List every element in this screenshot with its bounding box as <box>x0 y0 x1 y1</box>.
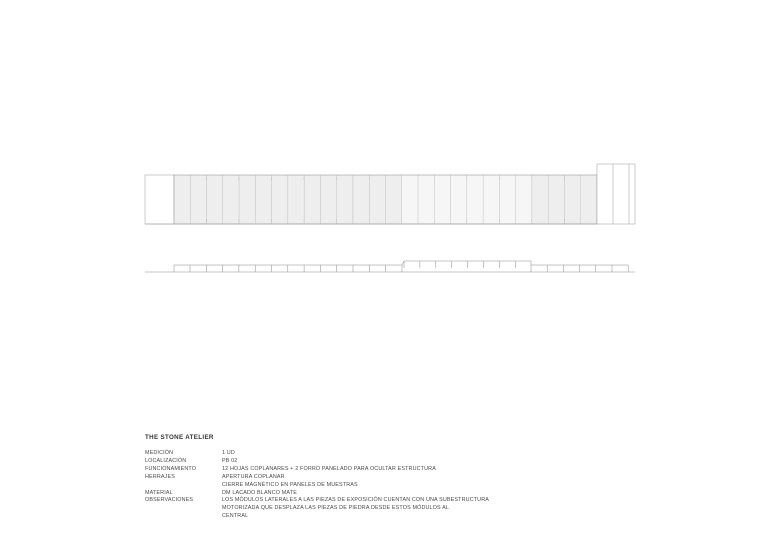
coplanar-leaf <box>272 175 288 224</box>
spec-value <box>222 466 565 474</box>
coplanar-leaf <box>207 175 223 224</box>
coplanar-leaf <box>434 175 450 224</box>
coplanar-leaf <box>288 175 304 224</box>
coplanar-leaf <box>320 175 336 224</box>
spec-label: HERRAJES <box>145 473 175 480</box>
spec-value-line: CENTRAL <box>222 513 249 520</box>
project-title: THE STONE ATELIER <box>145 434 214 441</box>
spec-value <box>222 497 565 521</box>
spec-value-line: 1 UD <box>222 450 235 456</box>
spec-label: FUNCIONAMIENTO <box>145 465 197 472</box>
specification-block <box>145 434 565 521</box>
coplanar-leaf <box>499 175 515 224</box>
coplanar-leaf <box>304 175 320 224</box>
spec-value-line: PB 02 <box>222 457 238 464</box>
spec-value-line: 12 HOJAS COPLANARES + 2 FORRO PANELADO PARA OCULTAR ESTRUCTURA <box>222 465 436 472</box>
spec-value-line: DM LACADO BLANCO MATE <box>222 489 297 496</box>
coplanar-leaf <box>467 175 483 224</box>
coplanar-leaf <box>548 175 564 224</box>
coplanar-leaf <box>451 175 467 224</box>
right-tower <box>597 164 635 224</box>
coplanar-leaf <box>418 175 434 224</box>
spec-value <box>222 458 565 466</box>
coplanar-leaf <box>402 175 418 224</box>
coplanar-leaf <box>353 175 369 224</box>
coplanar-leaf <box>223 175 239 224</box>
coplanar-leaf <box>386 175 402 224</box>
spec-label: MATERIAL <box>145 489 173 496</box>
spec-label: LOCALIZACIÓN <box>145 457 187 464</box>
spec-row <box>145 450 565 458</box>
coplanar-leaf <box>174 175 190 224</box>
spec-value <box>222 450 565 458</box>
coplanar-leaf <box>581 175 597 224</box>
coplanar-leaf <box>532 175 548 224</box>
spec-label: MEDICIÓN <box>145 450 174 456</box>
coplanar-leaf <box>255 175 271 224</box>
spec-value-line: APERTURA COPLANAR <box>222 473 285 480</box>
spec-row <box>145 458 565 466</box>
spec-value <box>222 474 565 490</box>
left-end-panel <box>145 175 174 224</box>
coplanar-leaf <box>516 175 532 224</box>
plan-view <box>145 261 635 272</box>
coplanar-leaf <box>337 175 353 224</box>
front-elevation <box>145 164 635 224</box>
coplanar-leaf <box>564 175 580 224</box>
spec-row <box>145 497 565 521</box>
plan-modules <box>174 261 628 272</box>
spec-value-line: CIERRE MAGNÉTICO EN PANELES DE MUESTRAS <box>222 481 358 488</box>
spec-value-line: MOTORIZADA QUE DESPLAZA LAS PIEZAS DE PIEDRA DESDE ESTOS MÓDULOS AL <box>222 505 450 512</box>
coplanar-leaf <box>190 175 206 224</box>
spec-table <box>145 450 565 521</box>
spec-label: OBSERVACIONES <box>145 497 194 504</box>
coplanar-leaf <box>239 175 255 224</box>
spec-row <box>145 466 565 474</box>
coplanar-leaves <box>174 175 597 224</box>
coplanar-leaf <box>369 175 385 224</box>
spec-row <box>145 474 565 490</box>
plan-step <box>402 261 404 265</box>
spec-value-line: LOS MÓDULOS LATERALES A LAS PIEZAS DE EXPOSICIÓN CUENTAN CON UNA SUBESTRUCTURA <box>222 497 490 504</box>
coplanar-leaf <box>483 175 499 224</box>
